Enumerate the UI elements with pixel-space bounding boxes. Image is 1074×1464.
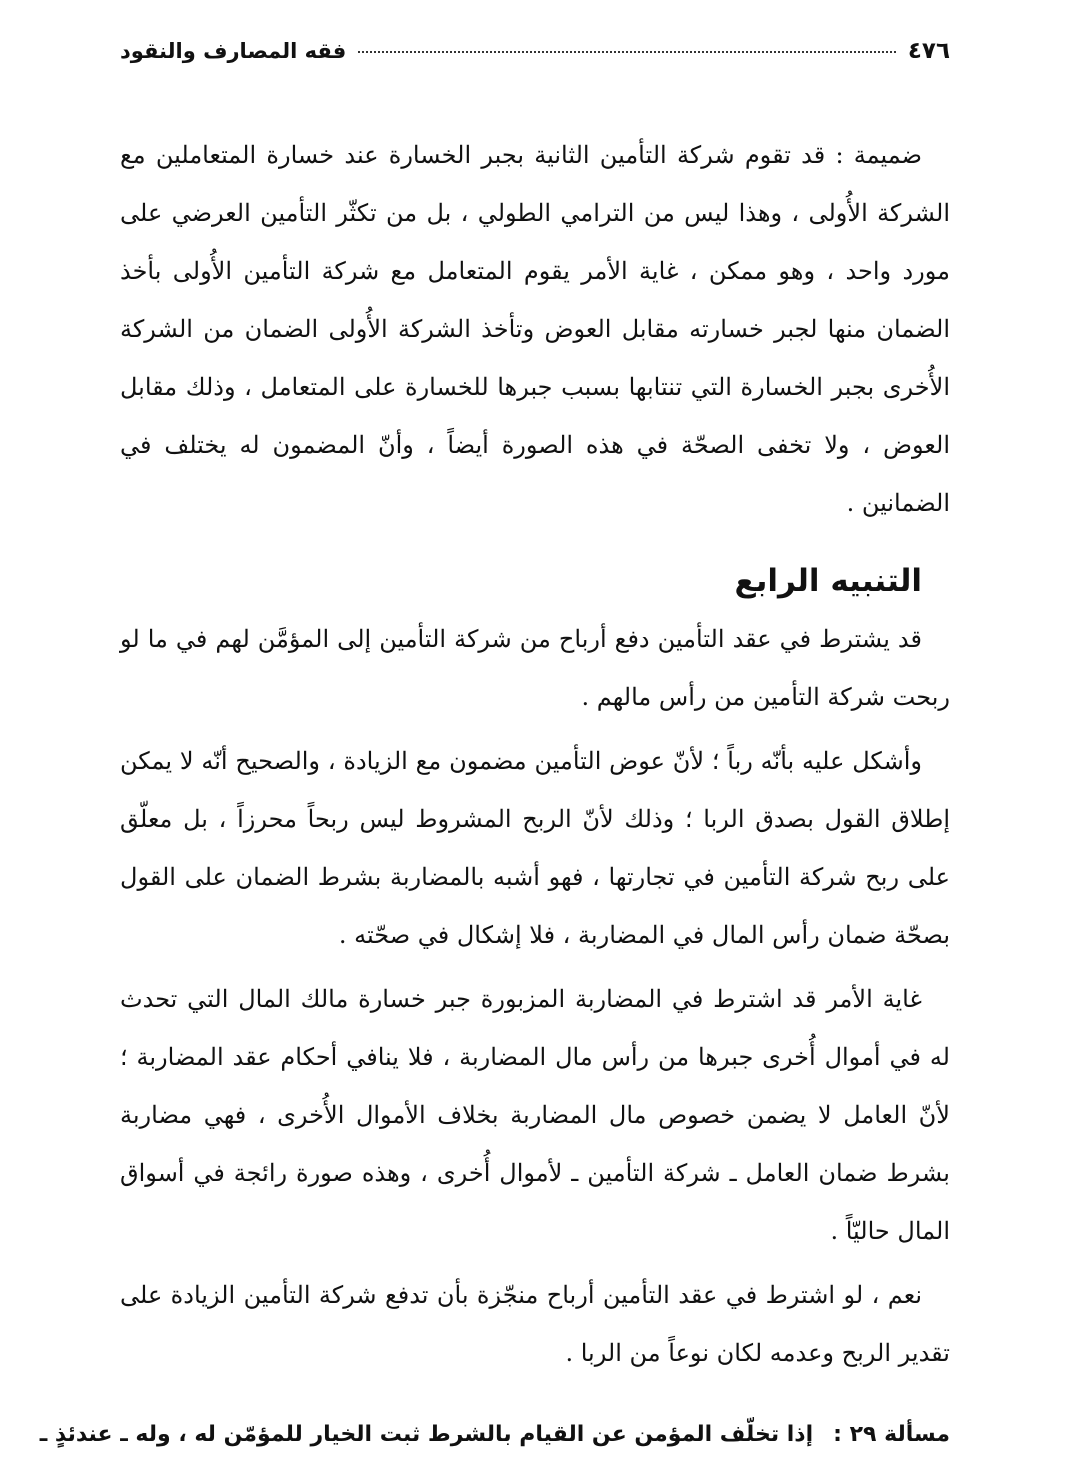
dotted-leader bbox=[358, 51, 896, 53]
paragraph-addendum: ضميمة : قد تقوم شركة التأمين الثانية بجبر الخسارة عند خسارة المتعاملين مع الشركة الأُولى ، وهذا ليس من الترامي الطولي ، بل من تكثّر التأمين العرضي على مورد واحد ، وهو ممكن ، غاية الأمر يقوم المتعامل مع شركة التأمين الأُولى بأخذ الضمان منها لجبر خسارته مقابل العوض وتأخذ الشركة الأُولى الضمان من الشركة الأُخرى بجبر الخسارة التي تنتابها بسبب جبرها للخسارة على المتعامل ، وذلك مقابل العوض ، ولا تخفى الصحّة في هذه الصورة أيضاً ، وأنّ المضمون له يختلف في الضمانين . bbox=[120, 141, 950, 517]
paragraph-objection: وأشكل عليه بأنّه رباً ؛ لأنّ عوض التأمين مضمون مع الزيادة ، والصحيح أنّه لا يمكن إطلاق القول بصدق الربا ؛ وذلك لأنّ الربح المشروط ليس ربحاً محرزاً ، بل معلّق على ربح شركة التأمين في تجارتها ، فهو أشبه بالمضاربة بشرط الضمان على القول بصحّة ضمان رأس المال في المضاربة ، فلا إشكال في صحّته . bbox=[120, 747, 950, 949]
paragraph-mudaraba: غاية الأمر قد اشترط في المضاربة المزبورة جبر خسارة مالك المال التي تحدث له في أموال أُخرى جبرها من رأس مال المضاربة ، فلا ينافي أحكام عقد المضاربة ؛ لأنّ العامل لا يضمن خصوص مال المضاربة بخلاف الأموال الأُخرى ، فهي مضاربة بشرط ضمان العامل ـ شركة التأمين ـ لأموال أُخرى ، وهذه صورة رائجة في أسواق المال حاليّاً . bbox=[120, 985, 950, 1245]
book-title: فقه المصارف والنقود bbox=[120, 39, 347, 63]
issue-text: إذا تخلّف المؤمن عن القيام بالشرط ثبت الخيار للمؤمّن له ، وله ـ عندئذٍ ـ bbox=[39, 1422, 814, 1447]
section-heading: التنبيه الرابع bbox=[734, 563, 922, 599]
running-header bbox=[120, 38, 950, 82]
page-number: ٤٧٦ bbox=[907, 38, 950, 64]
book-page bbox=[39, 38, 950, 1464]
paragraph-conclusion: نعم ، لو اشترط في عقد التأمين أرباح منجّزة بأن تدفع شركة التأمين الزيادة على تقدير الربح وعدمه لكان نوعاً من الربا . bbox=[120, 1281, 950, 1367]
issue-line bbox=[39, 1406, 950, 1464]
issue-number: مسألة ٢٩ : bbox=[833, 1422, 950, 1447]
paragraph-condition: قد يشترط في عقد التأمين دفع أرباح من شركة التأمين إلى المؤمَّن لهم في ما لو ربحت شركة التأمين من رأس مالهم . bbox=[120, 625, 950, 711]
